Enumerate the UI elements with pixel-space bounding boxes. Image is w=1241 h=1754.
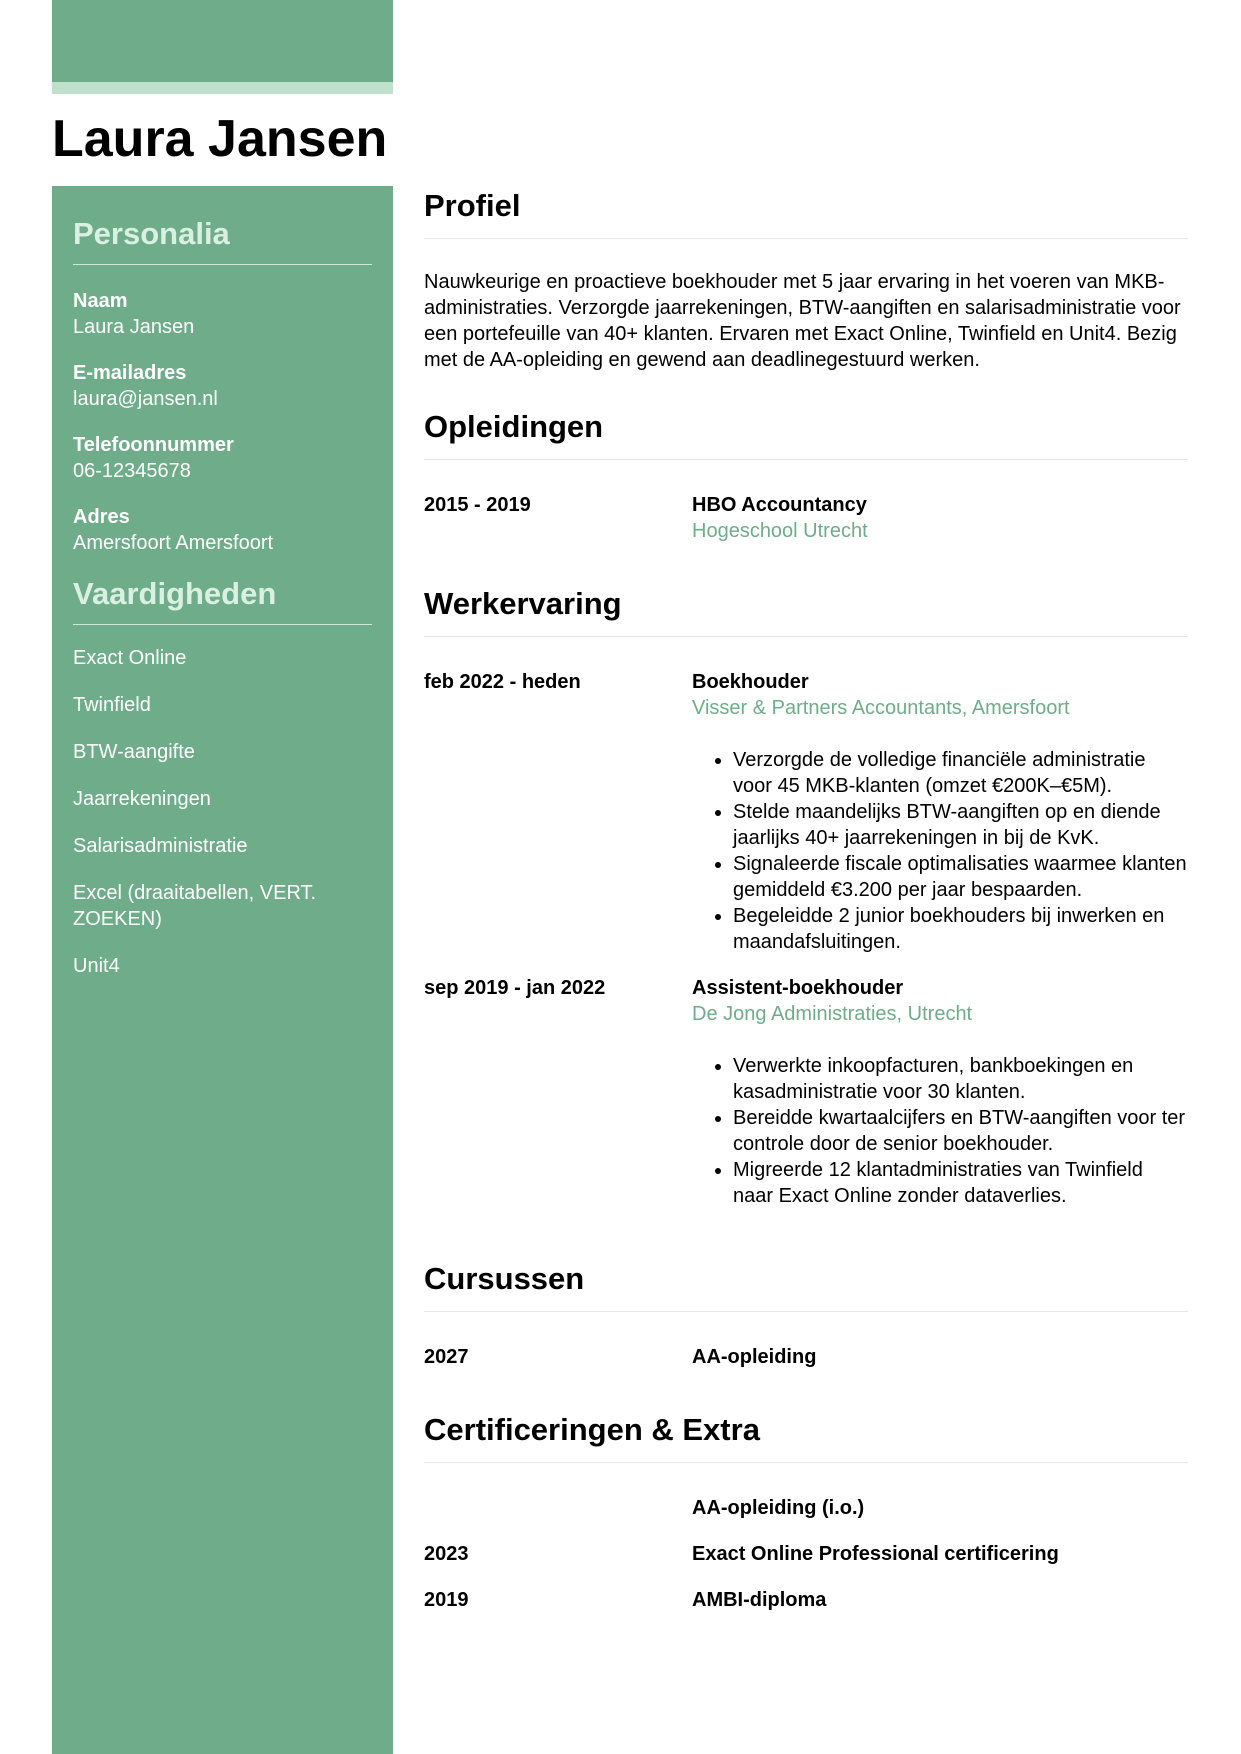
personalia-heading: Personalia [73, 216, 372, 265]
entry-employer: De Jong Administraties, Utrecht [692, 1003, 973, 1025]
education-entries [424, 492, 1188, 544]
entry-title: AA-opleiding (i.o.) [692, 1497, 865, 1519]
entry-date: sep 2019 - jan 2022 [424, 977, 606, 999]
skill-item: Salarisadministratie [73, 835, 248, 857]
personalia-label: Naam [73, 290, 128, 312]
entry-body [692, 1541, 1188, 1567]
personalia-label: E-mailadres [73, 362, 187, 384]
entry-date: 2023 [424, 1543, 469, 1565]
courses-entries [424, 1344, 1188, 1370]
certifications-section [424, 1410, 1188, 1613]
entry-date [424, 1495, 692, 1521]
entry-date: 2019 [424, 1589, 469, 1611]
entry-title: AA-opleiding [692, 1346, 817, 1368]
experience-entries [424, 669, 1188, 1209]
bullet-item: • Verwerkte inkoopfacturen, bankboekingen en kasadministratie voor 30 klanten. [733, 1053, 1188, 1105]
personalia-value: laura@jansen.nl [73, 388, 218, 410]
personalia-value: Laura Jansen [73, 316, 195, 338]
main-content [424, 186, 1188, 1633]
entry-title: Boekhouder [692, 671, 809, 693]
courses-heading: Cursussen [424, 1259, 1188, 1312]
certifications-entries [424, 1495, 1188, 1613]
bullet-item: • Migreerde 12 klantadministraties van Twinfield naar Exact Online zonder dataverlies. [733, 1157, 1188, 1209]
skill-item: Excel (draaitabellen, VERT. ZOEKEN) [73, 882, 317, 930]
skill-item: BTW-aangifte [73, 741, 195, 763]
entry-body [692, 1344, 1188, 1370]
skill-item: Exact Online [73, 647, 187, 669]
entry-title: Assistent-boekhouder [692, 977, 904, 999]
skill-item: Unit4 [73, 955, 120, 977]
skill-item: Twinfield [73, 694, 151, 716]
personalia-value: 06-12345678 [73, 460, 191, 482]
skills-list [73, 645, 372, 979]
experience-entry [424, 669, 1188, 955]
entry-body [692, 1495, 1188, 1521]
skill-item: Jaarrekeningen [73, 788, 211, 810]
personalia-label: Telefoonnummer [73, 434, 234, 456]
education-heading: Opleidingen [424, 407, 1188, 460]
entry-employer: Visser & Partners Accountants, Amersfoort [692, 697, 1070, 719]
entry-title: Exact Online Professional certificering [692, 1543, 1059, 1565]
entry-date: 2027 [424, 1346, 469, 1368]
courses-section [424, 1259, 1188, 1370]
bullet-item: • Signaleerde fiscale optimalisaties waarmee klanten gemiddeld €3.200 per jaar bespaarden. [733, 851, 1188, 903]
sidebar-top-block [52, 0, 393, 82]
entry-date: 2015 - 2019 [424, 494, 531, 516]
personalia-item-phone [73, 432, 372, 484]
personalia-list [73, 288, 372, 556]
entry-body [692, 975, 1188, 1209]
personalia-item-address [73, 504, 372, 556]
skills-heading: Vaardigheden [73, 576, 372, 625]
candidate-name: Laura Jansen [52, 110, 388, 168]
education-entry [424, 492, 1188, 544]
experience-section [424, 584, 1188, 1209]
certification-entry [424, 1541, 1188, 1567]
certification-entry [424, 1495, 1188, 1521]
sidebar-top-stripe [52, 82, 393, 94]
certifications-heading: Certificeringen & Extra [424, 1410, 1188, 1463]
experience-entry [424, 975, 1188, 1209]
certification-entry [424, 1587, 1188, 1613]
entry-body [692, 669, 1188, 955]
personalia-item-name [73, 288, 372, 340]
bullet-item: • Bereidde kwartaalcijfers en BTW-aangiften voor ter controle door de senior boekhouder. [733, 1105, 1188, 1157]
profile-section [424, 186, 1188, 373]
personalia-value: Amersfoort Amersfoort [73, 532, 274, 554]
entry-title: AMBI-diploma [692, 1589, 827, 1611]
entry-bullets [692, 1053, 1188, 1209]
bullet-item: • Stelde maandelijks BTW-aangiften op en diende jaarlijks 40+ jaarrekeningen in bij de KvK. [733, 799, 1188, 851]
experience-heading: Werkervaring [424, 584, 1188, 637]
entry-institution: Hogeschool Utrecht [692, 520, 868, 542]
entry-bullets [692, 747, 1188, 955]
course-entry [424, 1344, 1188, 1370]
personalia-label: Adres [73, 506, 130, 528]
entry-body [692, 492, 1188, 544]
entry-date: feb 2022 - heden [424, 671, 581, 693]
education-section [424, 407, 1188, 544]
sidebar [52, 186, 393, 1754]
personalia-item-email [73, 360, 372, 412]
entry-title: HBO Accountancy [692, 494, 867, 516]
bullet-item: • Verzorgde de volledige financiële administratie voor 45 MKB-klanten (omzet €200K–€5M). [733, 747, 1188, 799]
profile-heading: Profiel [424, 186, 1188, 239]
bullet-item: • Begeleidde 2 junior boekhouders bij inwerken en maandafsluitingen. [733, 903, 1188, 955]
profile-text: Nauwkeurige en proactieve boekhouder met 5 jaar ervaring in het voeren van MKB-administraties. Verzorgde jaarrekeningen, BTW-aangiften en salarisadministratie voor een portefeuille van 40+ klanten. Ervaren met Exact Online, Twinfield en Unit4. Bezig met de AA-opleiding en gewend aan deadlinegestuurd werken. [424, 271, 1181, 371]
entry-body [692, 1587, 1188, 1613]
